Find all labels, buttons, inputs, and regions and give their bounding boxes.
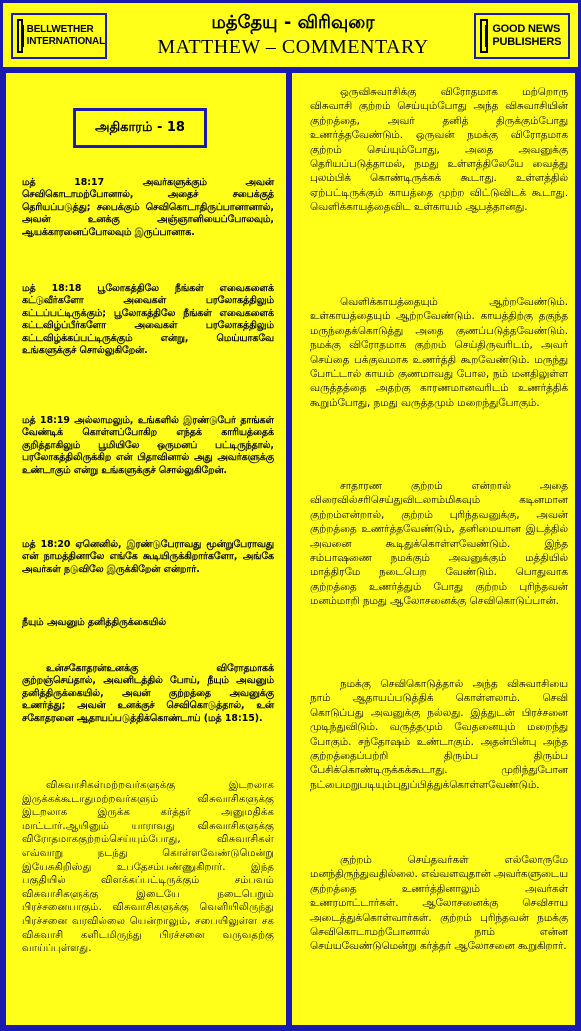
verse-18-19: மத் 18:19 அல்லாமலும், உங்களில் இரண்டுபேர் தாங்கள் வேண்டிக் கொள்ளப்போகிற எந்தக் காரியத்தைக் குறித்தாகிலும் பூமியிலே ஒருமனப் பட்டிருந்தால், பரலோகத்திலிருக்கிற என் பிதாவினால் அது அவர்களுக்கு உண்டாகும் என்று உங்களுக்குச் சொல்லுகிறேன். — [22, 415, 274, 476]
title-tamil: மத்தேயு - விரிவுரை — [211, 12, 375, 33]
bellwether-logo — [11, 13, 107, 59]
verse-18-15: உன்சகோதரன்உனக்கு விரோதமாகக் குற்றஞ்செய்தால், அவனிடத்தில் போய், நீயும் அவனும் தனித்திருக்கையில், அவன் குற்றத்தை அவனுக்கு உணர்த்து; அவன் உனக்குச் செவிகொடுத்தால், உன் சகோதரனை ஆதாயப்படுத்திக்கொண்டாய் (மத் 18:15). — [22, 663, 274, 724]
page-header — [3, 3, 578, 70]
bellwether-logo-text: BELLWETHER INTERNATIONAL — [26, 24, 105, 47]
commentary-paragraph-5: நமக்கு செவிகொடுத்தால் அந்த விசுவாசியை நாம் ஆதாயப்படுத்திக் கொள்ளலாம். செவி கொடுப்பது அவனுக்கு நல்லது. இத்துடன் பிரச்சனை முடிந்துவிடும். வருத்தமும் வேதனையும் மறைந்து போகும். சந்தோஷம் உண்டாகும். அதன்பின்பு அந்த குற்றத்தைப்பற்றி திரும்ப திரும்ப பேசிக்கொண்டிருக்கக்கூடாது. முறிந்துபோன நட்பைமறுபடியும்புதுப்பித்துக்கொள்ளவேண்டும். — [310, 678, 568, 791]
verse-18-17: மத் 18:17 அவர்களுக்கும் அவன் செவிகொடாமற்போனால், அதைச் சபைக்குத் தெரியப்படுத்து; சபைக்கும் செவிகொடாதிருப்பானானால், அவன் உனக்கு அஞ்ஞானியைப்போலவும், ஆயக்காரனைப்போலவும் இருப்பானாக. — [22, 177, 274, 238]
verse-18-18: மத் 18:18 பூலோகத்திலே நீங்கள் எவைகளைக் கட்டுவீர்களோ அவைகள் பரலோகத்திலும் கட்டப்பட்டிருக்கும்; பூலோகத்திலே நீங்கள் எவைகளைக் கட்டவிழ்ப்பீர்களோ அவைகள் பரலோகத்திலும் கட்டவிழ்க்கப்பட்டிருக்கும் என்று, மெய்யாகவே உங்களுக்குச் சொல்லுகிறேன். — [22, 283, 274, 357]
good-news-logo-text: GOOD NEWS PUBLISHERS — [492, 23, 562, 48]
verse-18-20: மத் 18:20 ஏனெனில், இரண்டுபேராவது மூன்றுபேராவது என் நாமத்தினாலே எங்கே கூடியிருக்கிறார்களோ, அங்கே அவர்கள் நடுவிலே இருக்கிறேன் என்றார். — [22, 539, 274, 575]
commentary-paragraph-4: சாதாரண குற்றம் என்றால் அதை விரைவில்சரிசெய்துவிடலாம்மிகவும் கடினமான குற்றம்என்றால், குற்றம் புரிந்தவனுக்கு, அவன் குற்றத்தை உணர்த்தவேண்டும், தனிமையான இடத்தில் அவனை கூடிதுக்கொள்ளவேண்டும். இந்த சம்பாஷணை நமக்கும் அவனுக்கும் மத்தியில் மாத்திரமே நடைபெற வேண்டும். பொதுவாக குற்றத்தை உணர்த்தும் போது குற்றம் புரிந்தவன் மனம்மாறி நமது ஆலோசனைக்கு செவிகொடுப்பான். — [310, 480, 568, 608]
commentary-paragraph-1: விசுவாசிகள்மற்றவர்களுக்கு இடறலாக இருக்கக்கூடாதுமற்றவர்களும் விசுவாசிகளுக்கு இடறலாக இருக்க கர்த்தர் அனுமதிக்க மாட்டார்.ஆயினும் யாராவது விசுவாசிகளுக்கு விரோதமாககுற்றம்செய்யும்போது, விசுவாசிகள் எவ்வாறு நடந்து கொள்ளவேண்டுமென்று இயேசுகிறிஸ்து உபதேசம்பண்ணுகிறார். இந்த பகுதியில் விளக்கப்பட்டிருக்கும் சம்பவம் விசுவாசிகளுக்கு இடையே நடைபெறும் பிரச்சனையாகும். விசுவாசிகளுக்கு வெளியிலிருந்து பிரச்சனை வரவில்லை யென்றாலும், சபையிலுள்ள சக விசுவாசி களிடமிருந்து பிரச்சனை வருவதற்கு வாய்ப்புள்ளது. — [22, 780, 274, 955]
bellwether-logo-icon — [17, 19, 23, 53]
commentary-paragraph-2: ஒருவிசுவாசிக்கு விரோதமாக மற்றொரு விசுவாசி குற்றம் செய்யும்போது அந்த விசுவாசியின் குற்றத்தை, அவர் தனித் திருக்கும்போது உணர்த்தவேண்டும். ஒருவன் நமக்கு விரோதமாக குற்றம் செய்யும்போது, அதை அவனுக்கு தெரியப்படுத்தாமல், நமது உள்ளத்திலேயே வைத்து புலம்பிக் கொண்டிருக்கக் கூடாது. உள்ளத்தில் ஏற்பட்டிருக்கும் காயத்தை முற்ற விட்டுவிடக் கூடாது. வெளிக்காயத்தைவிட உள்காயம் ஆபத்தானது. — [310, 86, 568, 214]
right-column — [289, 70, 578, 1028]
page-title — [143, 11, 443, 59]
commentary-paragraph-6: குற்றம் செய்தவர்கள் எல்லோருமே மனந்திருந்துவதில்லை. எவ்வளவுதான் அவர்களுடைய குற்றத்தை உணர்த்தினாலும் அவர்கள் உணரமாட்டார்கள். ஆலோசனைக்கு செவிசாய அடைத்துக்கொள்வார்கள். குற்றம் புரிந்தவன் நமக்கு செவிகொடாமற்போனால் நாம் என்ன செய்யவேண்டுமென்று கர்த்தர் ஆலோசனை கூறுகிறார். — [310, 854, 568, 953]
chapter-label: அதிகாரம் - 18 — [95, 120, 185, 135]
good-news-logo — [474, 13, 570, 59]
section-heading: நீயும் அவனும் தனித்திருக்கையில் — [22, 617, 166, 628]
commentary-paragraph-3: வெளிக்காயத்தையும் ஆற்றவேண்டும். உள்காயத்தையும் ஆற்றவேண்டும். காயத்திற்கு தகுந்த மருந்தைக்கொடுத்து அதை குணப்படுத்தவேண்டும். நமக்கு விரோதமாக குற்றம் செய்திருவரிடம், அவர் செய்தை பக்குவமாக உணர்த்தி கூறவேண்டும். மருந்து போட்டால் காயம் குணமாவது போல, நம் மனதிலுள்ள வருத்தத்தை அதற்கு காரணமானவரிடம் உணர்த்திக் கூறும்போது, நமது வருத்தமும் மறைந்துபோகும். — [310, 296, 568, 409]
title-english: MATTHEW – COMMENTARY — [157, 36, 429, 58]
good-news-logo-icon — [480, 19, 488, 53]
left-column — [3, 70, 289, 1028]
chapter-heading — [73, 108, 207, 148]
